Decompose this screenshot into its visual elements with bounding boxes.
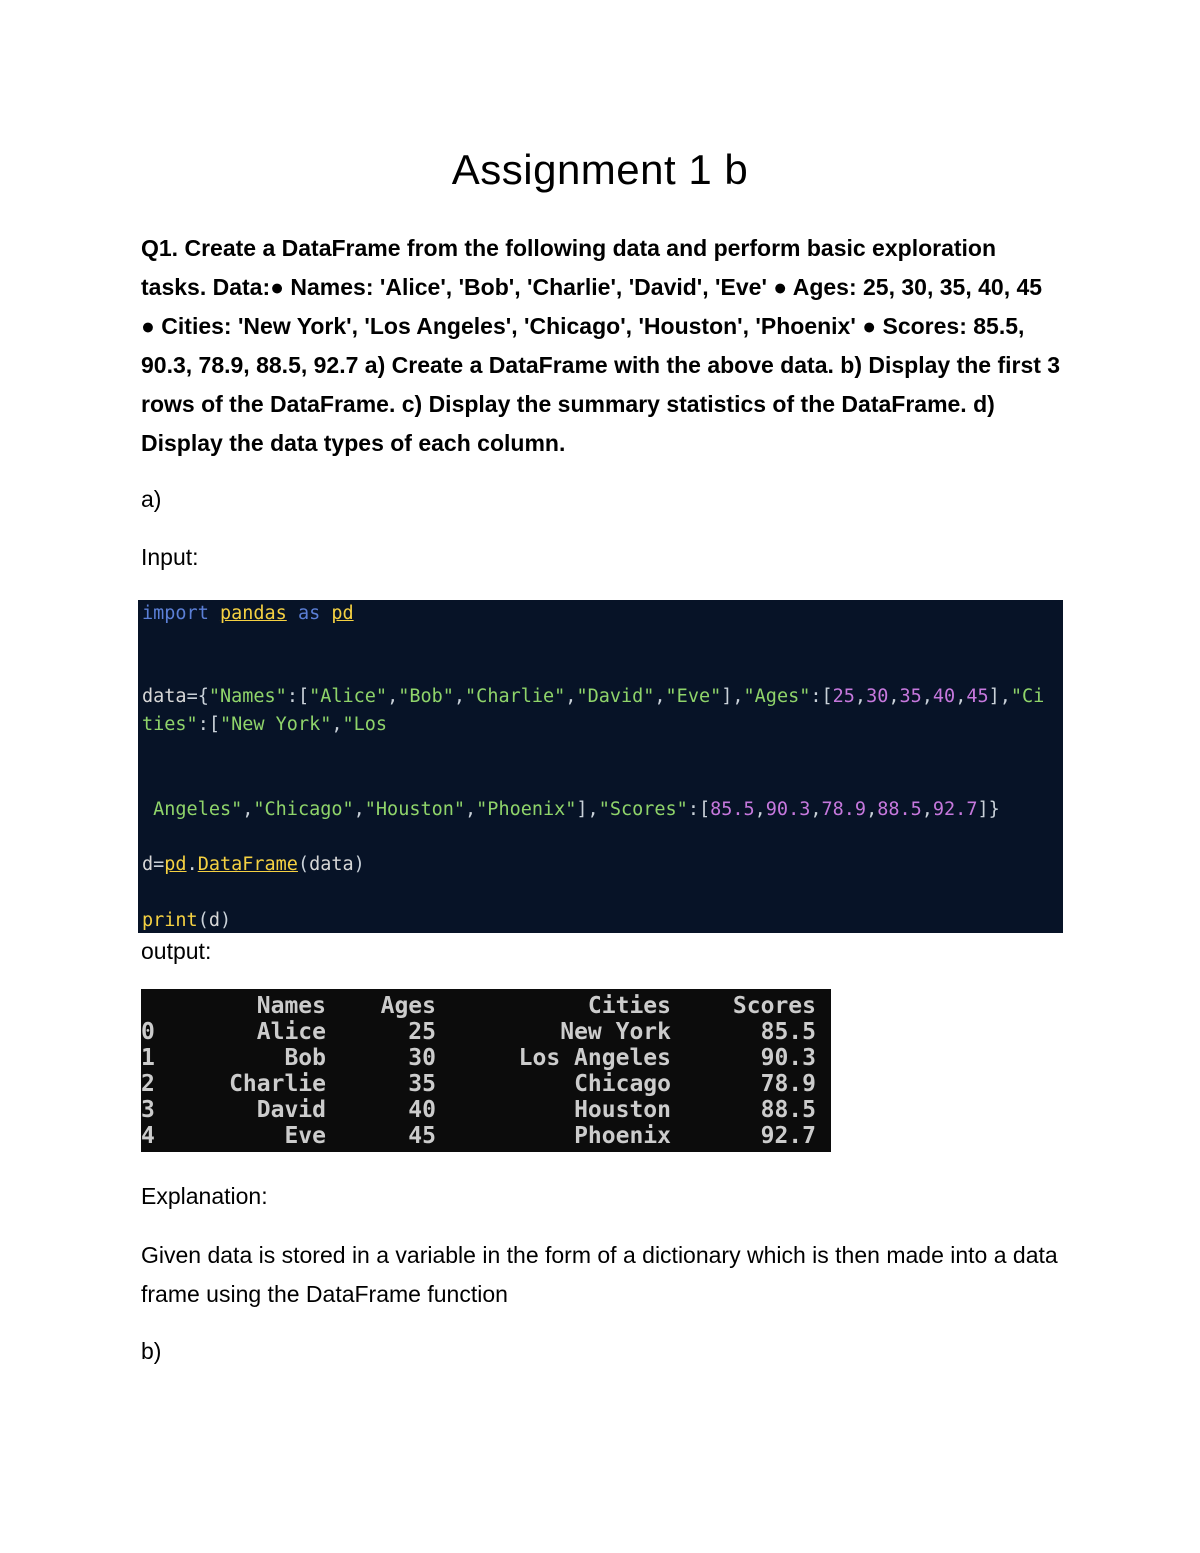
code-line-3: ties":["New York","Los: [142, 714, 388, 735]
output-label: output:: [141, 938, 212, 964]
console-output: [141, 989, 831, 1152]
kw-import: import: [142, 603, 209, 624]
ages-header: Ages: [380, 993, 436, 1019]
explanation-label: Explanation:: [141, 1183, 268, 1209]
cities-header: Cities: [587, 993, 671, 1019]
code-line-1: [142, 601, 354, 627]
page-title: Assignment 1 b: [451, 146, 749, 193]
dataframe-output-table: [141, 993, 816, 1149]
table-row: 3 David 40 Houston 88.5: [141, 1097, 816, 1123]
code-block: [138, 600, 1063, 933]
part-b-label: b): [141, 1338, 162, 1364]
part-a-label: a): [141, 486, 162, 512]
explanation-text: Given data is stored in a variable in the form of a dictionary which is then made into a data frame using the DataFrame function: [141, 1242, 1058, 1307]
table-header-row: [141, 993, 816, 1019]
module-name: pandas: [219, 603, 287, 624]
table-row: 4 Eve 45 Phoenix 92.7: [141, 1123, 816, 1149]
table-row: 0 Alice 25 New York 85.5: [141, 1019, 816, 1045]
code-line-6: print(d): [142, 910, 232, 931]
question-text: Q1. Create a DataFrame from the following data and perform basic exploration tasks. Data:● Names: 'Alice', 'Bob', 'Charlie', 'David', 'Eve' ● Ages: 25, 30, 35, 40, 45 ● Cities: 'New York', 'Los Angeles', 'Chicago', 'Houston', 'Phoenix' ● Scores: 85.5, 90.3, 78.9, 88.5, 92.7 a) Create a DataFrame with the above data. b) Display the first 3 rows of the DataFrame. c) Display the summary statistics of the DataFrame. d) Display the data types of each column.: [141, 235, 1061, 456]
code-line-2: data={"Names":["Alice","Bob","Charlie","David","Eve"],"Ages":[25,30,35,40,45],"Ci: [142, 686, 1045, 707]
code-line-5: d=pd.DataFrame(data): [142, 854, 365, 875]
code-line-4: Angeles","Chicago","Houston","Phoenix"],"Scores":[85.5,90.3,78.9,88.5,92.7]}: [153, 799, 1000, 820]
table-row: 2 Charlie 35 Chicago 78.9: [141, 1071, 816, 1097]
scores-header: Scores: [732, 993, 816, 1019]
input-label: Input:: [141, 544, 199, 570]
kw-as: as: [297, 603, 321, 624]
var-data: data: [142, 686, 187, 707]
module-alias: pd: [331, 603, 354, 624]
table-row: 1 Bob 30 Los Angeles 90.3: [141, 1045, 816, 1071]
index-header: [141, 993, 181, 1019]
names-header: Names: [256, 993, 326, 1019]
